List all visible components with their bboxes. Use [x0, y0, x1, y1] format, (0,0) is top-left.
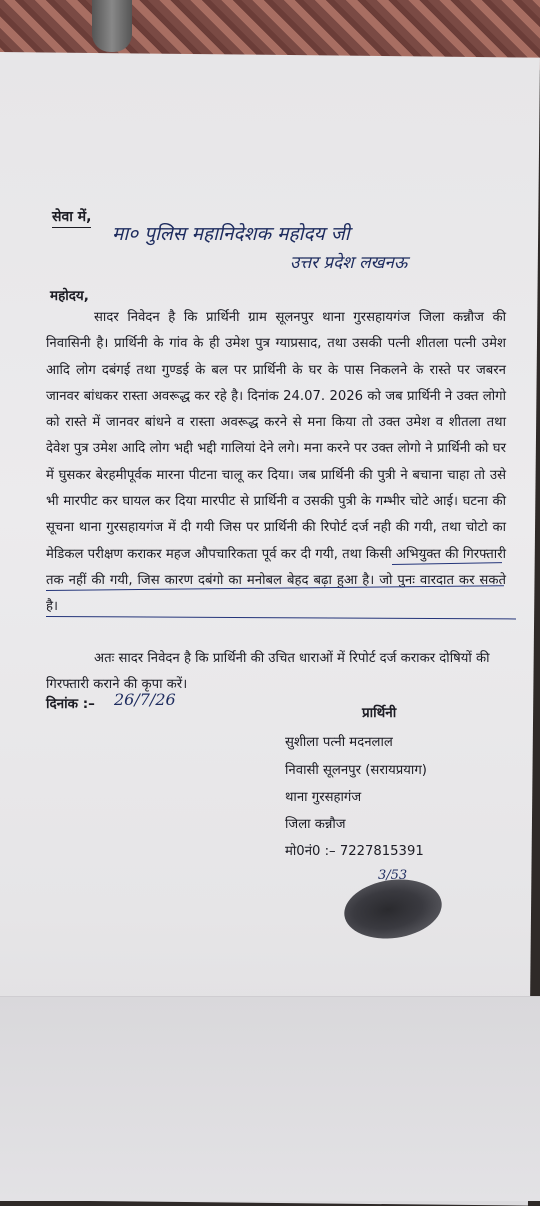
- applicant-mobile: मो0नं0 :– 7227815391: [285, 844, 424, 859]
- applicant-residence: निवासी सूलनपुर (सरायप्रयाग): [285, 763, 427, 778]
- closing-request: अतः सादर निवेदन है कि प्रार्थिनी की उचित धाराओं में रिपोर्ट दर्ज कराकर दोषियों की गिरफ्तारी कराने की कृपा करें।: [46, 651, 490, 692]
- handwritten-date: 26/7/26: [114, 690, 176, 709]
- metal-object: [92, 0, 132, 52]
- salutation: सेवा में,: [52, 207, 91, 228]
- applicant-title: प्रार्थिनी: [362, 705, 397, 721]
- applicant-police-station: थाना गुरसहागंज: [285, 790, 362, 805]
- handwritten-address-line-1: मा० पुलिस महानिदेशक महोदय जी: [112, 223, 350, 245]
- thumb-impression-mark: 3/53: [378, 868, 408, 883]
- date-label: दिनांक :–: [46, 696, 95, 712]
- applicant-district: जिला कन्नौज: [285, 817, 346, 832]
- applicant-name: सुशीला पत्नी मदनलाल: [285, 735, 393, 750]
- handwritten-address-line-2: उत्तर प्रदेश लखनऊ: [290, 253, 408, 273]
- paper-lower-fold: [0, 996, 540, 1201]
- greeting: महोदय,: [50, 288, 89, 304]
- letter-body: सादर निवेदन है कि प्रार्थिनी ग्राम सूलनपुर थाना गुरसहायगंज जिला कन्नौज की निवासिनी है। प्रार्थिनी के गांव के ही उमेश पुत्र ग्याप्रसाद, तथा उसकी पत्नी शीतला पत्नी उमेश आदि लोग दबंगई तथा गुण्डई के बल पर प्रार्थिनी के घर के पास निकलने के रास्ते पर जबरन जानवर बांधकर रास्ता अवरूद्ध कर रहे है। दिनांक 24.07. 2026 को जब प्रार्थिनी ने उक्त लोगो को रास्ते में जानवर बांधने व रास्ता अवरूद्ध करने से मना किया तो उक्त उमेश व शीतला तथा देवेश पुत्र उमेश आदि लोग भद्दी भद्दी गालियां देने लगे। मना करने पर उक्त लोगो ने प्रार्थिनी को घर में घुसकर बेरहमीपूर्वक मारना पीटना चालू कर दिया। जब प्रार्थिनी की पुत्री ने बचाना चाहा तो उसे भी मारपीट कर घायल कर दिया मारपीट से प्रार्थिनी व उसकी पुत्री के गम्भीर चोटे आई। घटना की सूचना थाना गुरसहायगंज में दी गयी जिस पर प्रार्थिनी की रिपोर्ट दर्ज नही की गयी, तथा चोटो का मेडिकल परीक्षण कराकर महज औपचारिकता पूर्व कर दी गयी, तथा किसी अभियुक्त की गिरफ्तारी तक नहीं की गयी, जिस कारण दबंगो का मनोबल बेहद बढ़ा हुआ है। जो पुनः वारदात कर सकते है।: [46, 310, 506, 615]
